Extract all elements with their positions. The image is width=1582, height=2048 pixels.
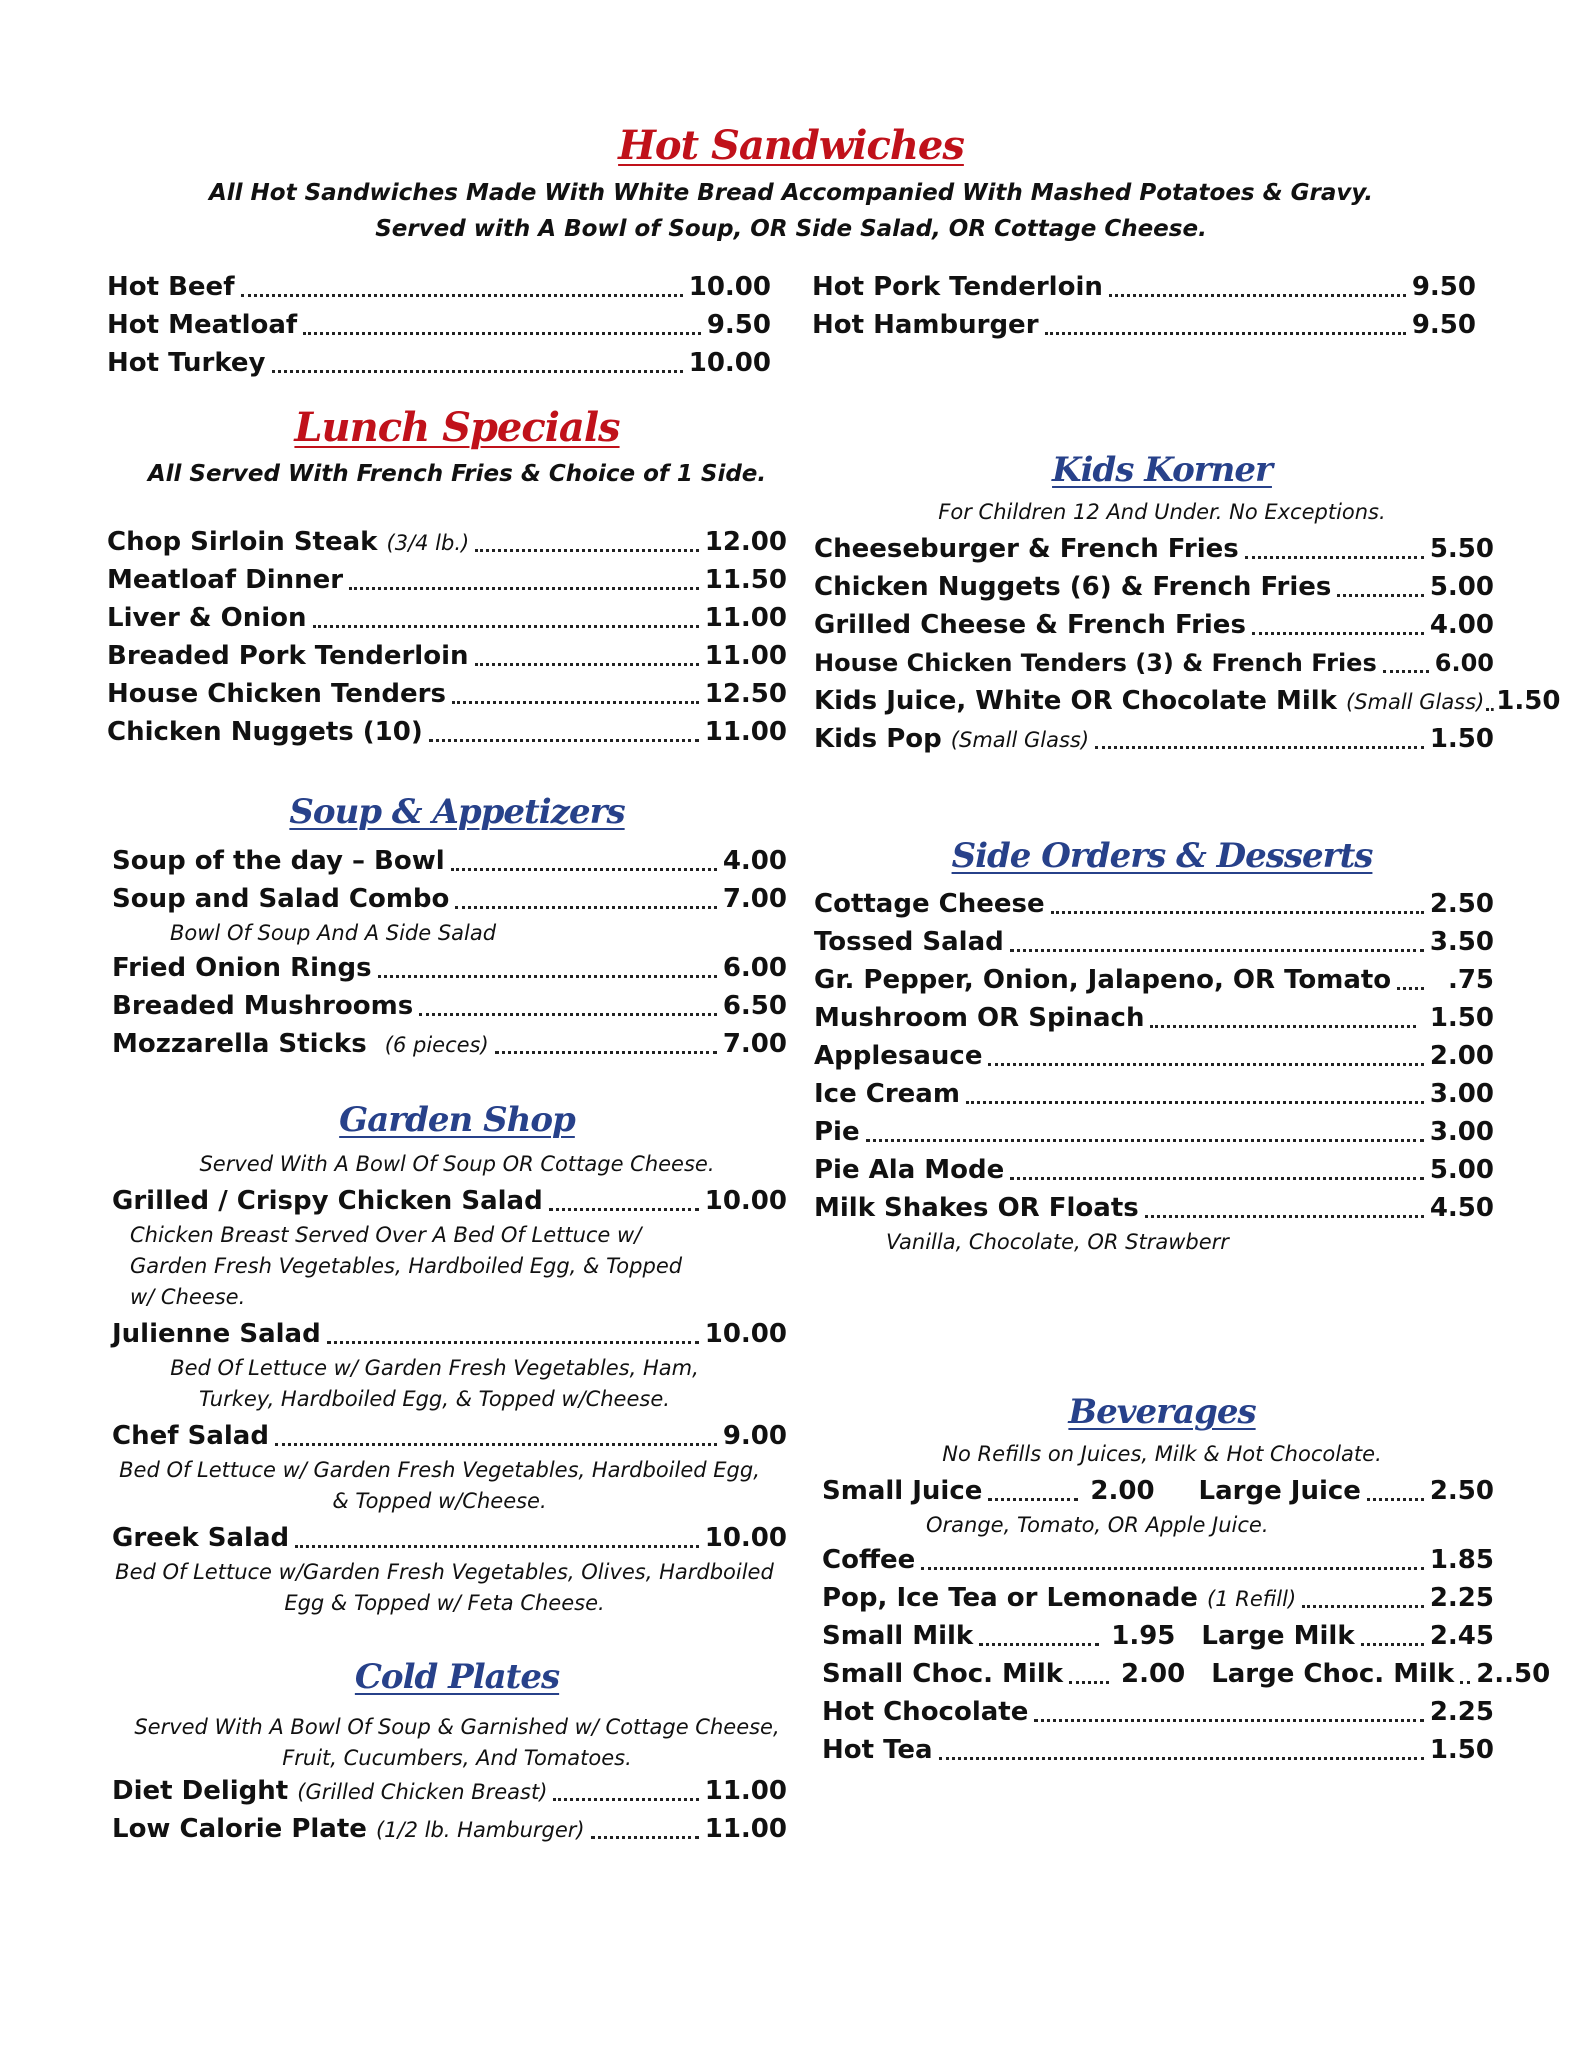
leader-dots	[1245, 556, 1424, 559]
item-name	[112, 1810, 585, 1849]
item-price: 5.50	[1429, 534, 1494, 564]
item-price: 5.00	[1429, 572, 1494, 602]
menu-item	[107, 268, 771, 306]
menu-item	[822, 1693, 1494, 1731]
cold-plates-title: Cold Plates	[354, 1657, 560, 1697]
item-price: 10.00	[688, 348, 771, 378]
menu-item	[107, 713, 787, 751]
leader-dots	[1252, 632, 1424, 635]
menu-item	[112, 949, 787, 987]
item-name: House Chicken Tenders	[107, 679, 446, 709]
leader-dots	[549, 1208, 699, 1211]
menu-item-juice	[822, 1472, 1494, 1510]
item-description: Bed Of Lettuce w/ Garden Fresh Vegetables, Hardboiled Egg, & Topped w/Cheese.	[119, 1458, 760, 1513]
item-price: 2.25	[1429, 1583, 1494, 1613]
item-name: House Chicken Tenders (3) & French Fries	[814, 649, 1377, 677]
item-price: 12.50	[704, 679, 787, 709]
item-name: Breaded Mushrooms	[112, 991, 414, 1021]
kids-korner-list	[814, 530, 1561, 758]
item-name: Milk Shakes OR Floats	[814, 1193, 1139, 1223]
item-price: 11.00	[704, 1776, 787, 1806]
item-name: Soup and Salad Combo	[112, 884, 450, 914]
item-name-text: Chop Sirloin Steak	[107, 527, 378, 557]
item-price: 2.00	[1429, 1041, 1494, 1071]
item-name	[112, 1025, 489, 1064]
menu-item	[107, 523, 787, 561]
menu-item	[112, 1810, 787, 1848]
item-name: Small Choc. Milk	[822, 1659, 1064, 1689]
leader-dots	[275, 1443, 717, 1446]
item-price: 4.50	[1429, 1193, 1494, 1223]
item-price: 10.00	[704, 1523, 787, 1553]
leader-dots	[1109, 294, 1406, 297]
item-name: Large Choc. Milk	[1211, 1659, 1455, 1689]
leader-dots	[1034, 1719, 1423, 1722]
menu-item	[814, 1189, 1494, 1227]
beverages-title: Beverages	[1068, 1392, 1256, 1432]
item-name: Hot Turkey	[107, 348, 266, 378]
item-name: Hot Chocolate	[822, 1697, 1029, 1727]
leader-dots	[988, 1063, 1423, 1066]
item-detail: (Small Glass)	[1346, 690, 1485, 714]
item-price: 2.00	[1090, 1476, 1155, 1506]
item-price: 9.50	[1411, 272, 1476, 302]
leader-dots	[1397, 987, 1424, 990]
item-name: Hot Beef	[107, 272, 235, 302]
item-price: 6.00	[722, 953, 787, 983]
leader-dots	[451, 868, 717, 871]
item-name	[814, 682, 1484, 721]
menu-item	[107, 675, 787, 713]
menu-item	[814, 885, 1494, 923]
item-price: 1.95	[1111, 1621, 1176, 1651]
item-name: Applesauce	[814, 1041, 983, 1071]
leader-dots	[1367, 1498, 1424, 1501]
menu-item-choc-milk	[822, 1655, 1551, 1693]
leader-dots	[452, 701, 699, 704]
item-name: Grilled Cheese & French Fries	[814, 610, 1246, 640]
menu-item	[812, 268, 1476, 306]
item-price: 2.45	[1429, 1621, 1494, 1651]
item-price: 9.50	[706, 310, 771, 340]
menu-item	[112, 1519, 787, 1557]
hot-sandwiches-right-list	[812, 268, 1476, 344]
item-description: Orange, Tomato, OR Apple Juice.	[926, 1513, 1269, 1537]
item-price: 1.50	[1429, 1735, 1494, 1765]
menu-item	[814, 644, 1494, 682]
item-name-text: Kids Pop	[814, 724, 942, 754]
item-price: 7.00	[722, 1029, 787, 1059]
item-name: Coffee	[822, 1545, 916, 1575]
leader-dots	[1069, 1681, 1109, 1684]
item-detail: (1 Refill)	[1207, 1587, 1297, 1611]
item-detail: (3/4 lb.)	[386, 531, 470, 555]
garden-shop-list	[112, 1182, 787, 1621]
item-price: 11.00	[704, 641, 787, 671]
item-detail: (Grilled Chicken Breast)	[297, 1780, 548, 1804]
cold-plates-list	[112, 1772, 787, 1848]
item-price: 11.50	[704, 565, 787, 595]
menu-item-milk	[822, 1617, 1494, 1655]
hot-sandwiches-note-2: Served with A Bowl of Soup, OR Side Salad, OR Cottage Cheese.	[375, 216, 1207, 242]
item-description: Vanilla, Chocolate, OR Strawberr	[886, 1230, 1229, 1254]
leader-dots	[591, 1836, 699, 1839]
item-description: Bed Of Lettuce w/Garden Fresh Vegetables, Olives, Hardboiled Egg & Topped w/ Feta Cheese.	[115, 1560, 774, 1615]
leader-dots	[939, 1757, 1424, 1760]
leader-dots	[475, 549, 699, 552]
item-name: Gr. Pepper, Onion, Jalapeno, OR Tomato	[814, 965, 1392, 995]
item-name: Hot Pork Tenderloin	[812, 272, 1103, 302]
item-price: 11.00	[704, 1814, 787, 1844]
item-name	[112, 1772, 547, 1811]
item-price: 3.00	[1429, 1117, 1494, 1147]
item-price: 9.50	[1411, 310, 1476, 340]
menu-item	[112, 1182, 787, 1220]
side-orders-title: Side Orders & Desserts	[951, 836, 1373, 876]
item-name: Hot Tea	[822, 1735, 933, 1765]
menu-item	[822, 1579, 1494, 1617]
item-name-text: Pop, Ice Tea or Lemonade	[822, 1583, 1198, 1613]
item-price: 10.00	[704, 1319, 787, 1349]
item-price: 6.50	[722, 991, 787, 1021]
leader-dots	[1150, 1025, 1415, 1028]
item-price: 2.25	[1429, 1697, 1494, 1727]
beverages-list	[822, 1472, 1551, 1769]
item-name	[814, 720, 1089, 759]
item-name: Small Juice	[822, 1476, 983, 1506]
leader-dots	[979, 1643, 1099, 1646]
kids-korner-note: For Children 12 And Under. No Exceptions.	[938, 500, 1386, 524]
item-price: 11.00	[704, 603, 787, 633]
kids-korner-title: Kids Korner	[1052, 450, 1272, 490]
leader-dots	[1051, 911, 1424, 914]
leader-dots	[1337, 594, 1423, 597]
item-name: Cottage Cheese	[814, 889, 1045, 919]
garden-shop-title: Garden Shop	[339, 1100, 575, 1140]
menu-item	[814, 1037, 1494, 1075]
leader-dots	[1145, 1215, 1424, 1218]
item-name	[822, 1579, 1296, 1618]
menu-item	[112, 987, 787, 1025]
item-description: Chicken Breast Served Over A Bed Of Lettuce w/ Garden Fresh Vegetables, Hardboiled Egg, & Topped w/ Cheese.	[130, 1223, 683, 1309]
leader-dots	[866, 1139, 1424, 1142]
item-name: Hot Hamburger	[812, 310, 1039, 340]
item-price: 2.00	[1121, 1659, 1186, 1689]
leader-dots	[1010, 949, 1424, 952]
item-name: Soup of the day – Bowl	[112, 846, 445, 876]
item-name: Cheeseburger & French Fries	[814, 534, 1239, 564]
item-description: Bowl Of Soup And A Side Salad	[170, 921, 497, 945]
leader-dots	[966, 1101, 1424, 1104]
menu-item	[822, 1541, 1494, 1579]
side-orders-list	[814, 885, 1494, 1258]
item-name: Julienne Salad	[112, 1319, 321, 1349]
menu-item	[112, 842, 787, 880]
lunch-specials-note: All Served With French Fries & Choice of 1 Side.	[147, 461, 767, 487]
menu-item	[814, 682, 1561, 720]
menu-item	[822, 1731, 1494, 1769]
item-price: 10.00	[704, 1186, 787, 1216]
item-price: 2..50	[1476, 1659, 1551, 1689]
soup-appetizers-list	[112, 842, 787, 1063]
menu-item	[107, 561, 787, 599]
menu-item	[814, 1113, 1494, 1151]
leader-dots	[1045, 332, 1406, 335]
menu-item	[107, 306, 771, 344]
leader-dots	[1302, 1605, 1424, 1608]
leader-dots	[988, 1498, 1078, 1501]
leader-dots	[429, 739, 699, 742]
item-name: Chef Salad	[112, 1421, 269, 1451]
leader-dots	[327, 1341, 699, 1344]
menu-item	[814, 530, 1494, 568]
item-name: Meatloaf Dinner	[107, 565, 344, 595]
garden-shop-note: Served With A Bowl Of Soup OR Cottage Cheese.	[199, 1152, 715, 1176]
leader-dots	[272, 370, 683, 373]
item-name	[107, 523, 469, 562]
item-price: 1.50	[1496, 686, 1561, 716]
item-name: Pie Ala Mode	[814, 1155, 1005, 1185]
leader-dots	[495, 1051, 717, 1054]
menu-item	[112, 1025, 787, 1063]
item-price: 2.50	[1429, 889, 1494, 919]
item-price: 2.50	[1429, 1476, 1494, 1506]
menu-item	[112, 1417, 787, 1455]
item-price: 10.00	[688, 272, 771, 302]
item-name-text: Low Calorie Plate	[112, 1814, 367, 1844]
leader-dots	[921, 1567, 1424, 1570]
leader-dots	[1095, 746, 1424, 749]
leader-dots	[303, 332, 701, 335]
item-name: Hot Meatloaf	[107, 310, 298, 340]
menu-item	[814, 720, 1494, 758]
menu-item	[814, 961, 1494, 999]
item-price: 12.00	[704, 527, 787, 557]
leader-dots	[1361, 1643, 1424, 1646]
leader-dots	[1383, 670, 1429, 673]
item-name: Large Juice	[1198, 1476, 1361, 1506]
item-price: 9.00	[722, 1421, 787, 1451]
soup-appetizers-title: Soup & Appetizers	[289, 792, 625, 832]
leader-dots	[295, 1545, 699, 1548]
item-name-text: Diet Delight	[112, 1776, 289, 1806]
item-description: Bed Of Lettuce w/ Garden Fresh Vegetables, Ham, Turkey, Hardboiled Egg, & Topped w/Cheese.	[170, 1356, 699, 1411]
item-name: Small Milk	[822, 1621, 974, 1651]
item-name: Chicken Nuggets (10)	[107, 717, 423, 747]
item-name: Grilled / Crispy Chicken Salad	[112, 1186, 543, 1216]
item-price: 1.50	[1429, 1003, 1494, 1033]
item-price: 4.00	[722, 846, 787, 876]
menu-item	[814, 1151, 1494, 1189]
item-detail: (Small Glass)	[950, 728, 1090, 752]
item-name: Fried Onion Rings	[112, 953, 372, 983]
item-detail: (6 pieces)	[384, 1033, 489, 1057]
menu-item	[814, 999, 1494, 1037]
cold-plates-note: Served With A Bowl Of Soup & Garnished w/ Cottage Cheese, Fruit, Cucumbers, And Tomatoes.	[134, 1715, 780, 1770]
menu-item	[112, 1772, 787, 1810]
leader-dots	[419, 1013, 717, 1016]
leader-dots	[1486, 708, 1494, 711]
item-price: 3.00	[1429, 1079, 1494, 1109]
menu-item	[112, 1315, 787, 1353]
menu-item	[814, 568, 1494, 606]
menu-item	[814, 1075, 1494, 1113]
leader-dots	[553, 1798, 698, 1801]
item-price: 6.00	[1434, 649, 1494, 677]
item-detail: (1/2 lb. Hamburger)	[375, 1818, 585, 1842]
lunch-specials-title: Lunch Specials	[294, 404, 620, 451]
leader-dots	[1010, 1177, 1424, 1180]
item-name: Mushroom OR Spinach	[814, 1003, 1145, 1033]
leader-dots	[378, 975, 717, 978]
item-name: Ice Cream	[814, 1079, 960, 1109]
menu-item	[814, 923, 1494, 961]
menu-item	[107, 344, 771, 382]
leader-dots	[475, 663, 699, 666]
hot-sandwiches-note-1: All Hot Sandwiches Made With White Bread Accompanied With Mashed Potatoes & Gravy.	[208, 180, 1374, 206]
menu-item	[112, 880, 787, 918]
item-price: 11.00	[704, 717, 787, 747]
item-name: Large Milk	[1201, 1621, 1355, 1651]
menu-item	[107, 599, 787, 637]
item-price: 7.00	[722, 884, 787, 914]
item-name-text: Kids Juice, White OR Chocolate Milk	[814, 686, 1337, 716]
item-price: 1.85	[1429, 1545, 1494, 1575]
menu-item	[812, 306, 1476, 344]
leader-dots	[241, 294, 683, 297]
hot-sandwiches-title: Hot Sandwiches	[618, 122, 964, 169]
item-price: 5.00	[1429, 1155, 1494, 1185]
item-name: Breaded Pork Tenderloin	[107, 641, 469, 671]
beverages-note: No Refills on Juices, Milk & Hot Chocolate.	[942, 1442, 1382, 1466]
item-name: Tossed Salad	[814, 927, 1004, 957]
item-name: Pie	[814, 1117, 860, 1147]
item-name: Greek Salad	[112, 1523, 290, 1553]
item-price: 1.50	[1429, 724, 1494, 754]
hot-sandwiches-left-list	[107, 268, 771, 382]
item-name: Liver & Onion	[107, 603, 307, 633]
item-price: 3.50	[1429, 927, 1494, 957]
item-name-text: Mozzarella Sticks	[112, 1029, 367, 1059]
leader-dots	[455, 906, 716, 909]
menu-item	[814, 606, 1494, 644]
leader-dots	[313, 625, 699, 628]
menu-item	[107, 637, 787, 675]
item-price: .75	[1447, 965, 1494, 995]
item-price: 4.00	[1429, 610, 1494, 640]
item-name: Chicken Nuggets (6) & French Fries	[814, 572, 1332, 602]
leader-dots	[349, 587, 699, 590]
leader-dots	[1460, 1681, 1470, 1684]
lunch-specials-list	[107, 523, 787, 751]
